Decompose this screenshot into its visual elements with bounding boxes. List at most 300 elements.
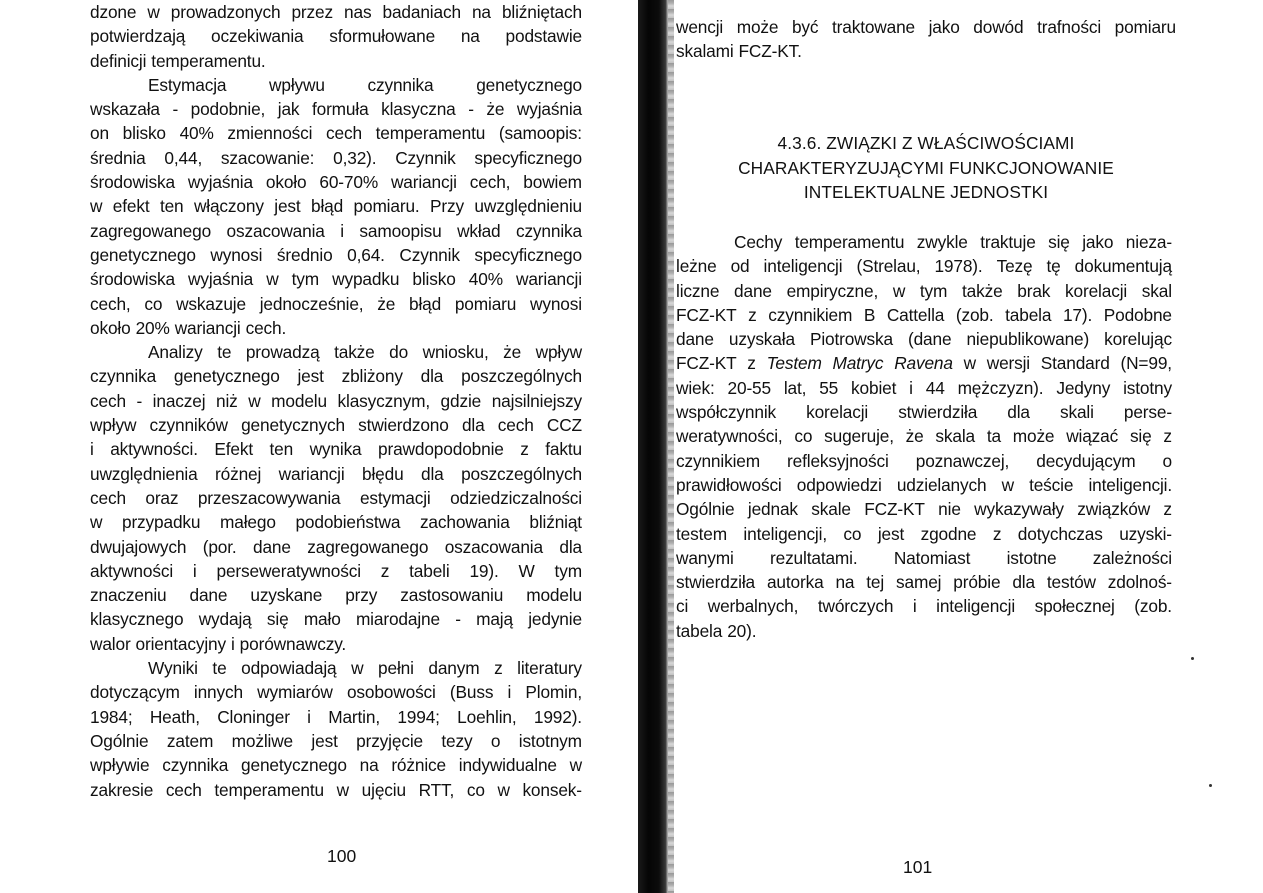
word: zatem: [166, 730, 214, 751]
word: jest: [297, 366, 324, 387]
word: FCZ-KT: [864, 499, 925, 520]
word: inteligencji.: [1088, 474, 1172, 495]
word: wynosi: [530, 293, 582, 314]
text-line: [90, 680, 582, 704]
word: te: [217, 342, 232, 363]
word: inteligencji,: [743, 523, 827, 544]
word: w: [351, 658, 364, 679]
word: jest: [311, 730, 338, 751]
word: (por.: [202, 536, 237, 557]
word: -: [468, 99, 474, 120]
word: -: [455, 609, 461, 630]
text-line: [90, 340, 582, 364]
text-line: [676, 570, 1172, 594]
text-line: [676, 400, 1172, 424]
word: aktywności.: [110, 439, 198, 460]
word: skalami: [676, 41, 734, 62]
word: Martin,: [328, 706, 380, 727]
word: inaczej: [152, 390, 206, 411]
word: oczekiwania: [211, 26, 304, 47]
word: istotne: [1006, 547, 1057, 568]
word: estymacji: [359, 487, 431, 508]
word: z: [748, 304, 757, 325]
word: odpowiadają: [241, 658, 337, 679]
word: aktywności: [90, 560, 174, 581]
word: się: [1129, 426, 1152, 447]
text-line: [676, 15, 1176, 39]
text-line: [90, 194, 582, 218]
word: dane: [676, 329, 714, 350]
word: przy: [345, 585, 378, 606]
word: na: [471, 2, 491, 22]
word: 0,44,: [164, 147, 203, 168]
word: z: [380, 560, 390, 581]
word: związków: [1077, 499, 1151, 520]
word: genetycznego: [476, 74, 582, 95]
text-line: [676, 424, 1172, 448]
word: znaczeniu: [90, 585, 167, 606]
word: ten: [269, 439, 294, 460]
word: jest: [877, 523, 905, 544]
word: faktu: [545, 439, 582, 460]
word: w: [90, 512, 103, 533]
word: w: [569, 755, 582, 776]
word: zgodne: [920, 523, 977, 544]
word: tabela: [1005, 304, 1052, 325]
word: korelacji: [806, 402, 869, 423]
text-line: [90, 583, 582, 607]
word: dane: [189, 585, 228, 606]
word: tezy: [441, 730, 473, 751]
word: tym: [291, 269, 320, 290]
text-line: [90, 49, 582, 73]
word: wyjaśnia: [187, 172, 253, 193]
word: średnia: [90, 147, 146, 168]
text-line: [90, 146, 582, 170]
word: także: [962, 280, 1003, 301]
word: wariancji: [390, 172, 457, 193]
word: podobieństwa: [295, 512, 401, 533]
word: z: [1163, 426, 1172, 447]
word: tabeli: [409, 560, 450, 581]
word: B: [863, 304, 876, 325]
section-heading-line: 4.3.6. ZWIĄZKI Z WŁAŚCIWOŚCIAMI: [777, 133, 1075, 153]
section-heading-line: CHARAKTERYZUJĄCYMI FUNKCJONOWANIE: [738, 157, 1114, 178]
text-line: [90, 778, 582, 802]
word: innych: [193, 682, 243, 703]
word: poszczególnych: [461, 366, 582, 387]
word: wpływie: [90, 755, 150, 776]
text-line: [90, 292, 582, 316]
word: nieza-: [1125, 232, 1172, 252]
text-line: [90, 121, 582, 145]
word: 20%: [135, 317, 170, 338]
word: kobiet: [851, 377, 897, 398]
word: próbie: [953, 572, 1001, 593]
word: perse-: [1123, 402, 1172, 423]
word: wariancji: [516, 269, 582, 290]
word: ujęciu: [361, 779, 406, 800]
word: błędu: [362, 463, 404, 484]
word: włączony: [193, 196, 264, 217]
word: 0,32).: [333, 147, 377, 168]
word: -: [172, 99, 179, 120]
word: że: [905, 426, 924, 447]
word: 1992).: [533, 706, 582, 727]
word: ta: [986, 426, 1001, 447]
word: danym: [428, 658, 480, 679]
word: że: [503, 342, 522, 363]
word: społecznej: [1034, 596, 1115, 617]
text-line: [90, 729, 582, 753]
word: zbliżony: [341, 366, 403, 387]
word: skale: [811, 499, 851, 520]
text-line: [676, 449, 1172, 473]
text-line: [90, 486, 582, 510]
text-line: [90, 316, 582, 340]
word: dotyczącym: [90, 682, 180, 703]
word: (zob.: [955, 304, 994, 325]
word: różnej: [215, 463, 262, 484]
word: jako: [1082, 232, 1114, 252]
word: 19).: [469, 560, 499, 581]
word: stwierdziła: [676, 572, 756, 593]
text-line: [676, 254, 1172, 278]
text-line: [676, 351, 1172, 375]
word: czynnika: [162, 755, 229, 776]
word: specyficznego: [474, 147, 582, 168]
word: nie: [938, 499, 961, 520]
text-line: [90, 267, 582, 291]
word: genetycznych: [241, 415, 345, 436]
word: wynika: [309, 439, 362, 460]
word: prawdopodobnie: [378, 439, 504, 460]
word: uwzględnienia: [90, 463, 198, 484]
text-line: [90, 364, 582, 388]
word: skala: [935, 426, 976, 447]
word: 44: [925, 377, 945, 398]
word: i: [909, 377, 913, 398]
word: bowiem: [523, 172, 582, 193]
word: czynnikiem: [676, 450, 760, 471]
word: genetycznego: [90, 244, 196, 265]
word: klasycznego: [90, 609, 184, 630]
word: cech: [90, 487, 126, 508]
word: Testem: [766, 353, 822, 374]
word: zagregowanego: [307, 536, 429, 557]
text-line: [90, 243, 582, 267]
word: 20).: [727, 620, 757, 641]
text-line: [90, 97, 582, 121]
word: werbalnych,: [707, 596, 799, 617]
word: od: [730, 256, 750, 277]
word: błąd: [311, 196, 344, 217]
word: pomiaru: [1114, 17, 1176, 37]
word: przez: [291, 2, 333, 22]
word: literatury: [517, 658, 582, 679]
text-line: [676, 619, 1172, 643]
word: bliźniąt: [529, 512, 582, 533]
word: porównawczy.: [239, 633, 347, 654]
word: około: [265, 172, 307, 193]
word: mało: [303, 609, 341, 630]
text-line: [676, 546, 1172, 570]
word: zmienności: [227, 123, 313, 144]
word: miarodajne: [355, 609, 440, 630]
text-line: [90, 535, 582, 559]
word: udzielanych: [896, 474, 987, 495]
word: że: [486, 99, 505, 120]
word: (zob.: [1134, 596, 1172, 617]
word: autorka: [766, 572, 824, 593]
word: walor: [90, 633, 131, 654]
text-line: [90, 413, 582, 437]
word: Heath,: [149, 706, 200, 727]
text-line: [90, 510, 582, 534]
word: jednak: [747, 499, 798, 520]
text-line: [676, 39, 1176, 63]
word: genetycznego: [173, 366, 280, 387]
word: mają: [476, 609, 513, 630]
section-heading: [676, 131, 1176, 205]
word: wypadku: [332, 269, 400, 290]
word: blisko: [122, 123, 166, 144]
word: i: [340, 220, 344, 241]
word: (samoopis:: [498, 123, 582, 144]
word: i: [307, 706, 311, 727]
word: jak: [277, 99, 300, 120]
word: małego: [220, 512, 276, 533]
word: 40%: [179, 123, 214, 144]
word: odziedziczalności: [450, 487, 582, 508]
word: najsilniejszy: [491, 390, 582, 411]
word: skali: [1059, 402, 1094, 423]
word: Przy: [430, 196, 464, 217]
word: samoopisu: [359, 220, 442, 241]
word: wpływu: [269, 74, 325, 95]
word: współczynnik: [676, 402, 777, 423]
text-line: [676, 376, 1172, 400]
word: czynnikiem: [768, 304, 853, 325]
word: wanymi: [676, 547, 734, 568]
word: zdolnoś-: [1107, 572, 1172, 593]
word: wiązać: [1066, 426, 1119, 447]
word: z: [494, 658, 503, 679]
page-number-left: 100: [327, 846, 357, 866]
word: szacowanie:: [220, 147, 315, 168]
word: jedynie: [528, 609, 582, 630]
word: Czynnik: [395, 147, 456, 168]
text-line: [676, 497, 1172, 521]
word: korelacji: [1065, 280, 1128, 301]
word: Cechy: [734, 232, 783, 252]
word: prowadzą: [245, 342, 320, 363]
word: temperamentu: [794, 232, 905, 252]
word: wskazuje: [176, 293, 246, 314]
word: oszacowania: [226, 220, 325, 241]
text-line: [90, 0, 582, 24]
word: uwzględnieniu: [474, 196, 582, 217]
word: z: [1163, 499, 1172, 520]
text-line: [676, 594, 1172, 618]
text-line: [90, 705, 582, 729]
word: wyjaśnia: [516, 99, 582, 120]
word: 1994;: [397, 706, 440, 727]
word: FCZ-KT.: [738, 41, 802, 62]
word: dokumentują: [1074, 256, 1172, 277]
word: uzyskała: [728, 329, 795, 350]
word: do: [389, 342, 409, 363]
word: w: [497, 779, 510, 800]
word: (dane: [907, 329, 952, 350]
word: prowadzonych: [170, 2, 281, 22]
word: zależności: [1092, 547, 1172, 568]
word: wyjaśnia: [188, 269, 254, 290]
word: temperamentu.: [151, 50, 266, 71]
word: Matryc: [832, 353, 884, 374]
word: wymiarów: [257, 682, 333, 703]
word: (Strelau,: [856, 256, 921, 277]
book-spine-shadow: [638, 0, 668, 893]
word: poznawczej,: [915, 450, 1010, 471]
word: inteligencji: [936, 596, 1016, 617]
word: środowiska: [90, 172, 175, 193]
text-line: [90, 389, 582, 413]
word: w: [266, 269, 279, 290]
word: co: [794, 426, 813, 447]
word: średnio: [276, 244, 333, 265]
word: Loehlin,: [457, 706, 517, 727]
word: przeszacowywania: [197, 487, 341, 508]
word: Cattella: [886, 304, 945, 325]
word: tym: [554, 560, 582, 581]
word: cech: [497, 415, 534, 436]
word: genetycznego: [241, 755, 347, 776]
word: 1978).: [934, 256, 983, 277]
word: wydają: [198, 609, 252, 630]
word: cech,: [90, 293, 131, 314]
word: (N=99,: [1120, 353, 1172, 374]
word: zastosowaniu: [400, 585, 504, 606]
word: liczne: [676, 280, 720, 301]
word: w: [963, 353, 976, 374]
word: w: [336, 779, 350, 800]
word: odpowiedzi: [796, 474, 882, 495]
word: dane: [252, 536, 291, 557]
word: jako: [928, 17, 960, 37]
word: empiryczne,: [786, 280, 879, 301]
word: Analizy: [148, 342, 203, 363]
word: wencji: [676, 17, 724, 37]
scan-speck: [1209, 784, 1212, 787]
word: 55: [819, 377, 839, 398]
word: błąd: [408, 293, 442, 314]
text-line: [90, 753, 582, 777]
word: wkład: [457, 220, 501, 241]
word: modelu: [271, 390, 327, 411]
word: co: [144, 293, 163, 314]
word: osobowości: [346, 682, 436, 703]
word: stwierdzono: [358, 415, 449, 436]
word: o: [490, 730, 501, 751]
word: traktowane: [831, 17, 916, 37]
word: specyficznego: [474, 244, 582, 265]
word: Piotrowska: [809, 329, 893, 350]
word: dowód: [973, 17, 1024, 37]
text-line: [676, 473, 1172, 497]
word: korelując: [1104, 329, 1172, 350]
word: i: [912, 596, 917, 617]
word: Ogólnie: [676, 499, 735, 520]
word: dla: [559, 536, 582, 557]
word: leżne: [676, 256, 717, 277]
word: pomiaru: [454, 293, 517, 314]
word: wpływ: [535, 342, 582, 363]
word: może: [1012, 426, 1055, 447]
word: rezultatami.: [770, 547, 858, 568]
word: na: [460, 26, 480, 47]
text-line: [90, 170, 582, 194]
word: stwierdziła: [898, 402, 978, 423]
word: mężczyzn).: [957, 377, 1044, 398]
word: testów: [1046, 572, 1096, 593]
text-line: [676, 230, 1172, 254]
text-line: [676, 327, 1172, 351]
word: (Buss: [449, 682, 494, 703]
word: dane: [734, 280, 772, 301]
word: oszacowania: [444, 536, 543, 557]
word: tabela: [676, 620, 723, 641]
word: pełni: [378, 658, 414, 679]
word: Podobne: [1103, 304, 1172, 325]
text-line: [676, 303, 1172, 327]
word: cech: [165, 779, 202, 800]
word: decydującym: [1036, 450, 1136, 471]
word: przypadku: [121, 512, 201, 533]
word: orientacyjny: [135, 633, 226, 654]
page-number-right: 101: [903, 857, 933, 877]
word: podobnie,: [190, 99, 266, 120]
word: efekt: [112, 196, 150, 217]
word: wynosi: [210, 244, 263, 265]
right-page: [668, 0, 1263, 893]
word: Tezę: [996, 256, 1033, 277]
word: wpływ: [90, 415, 137, 436]
word: te: [212, 658, 227, 679]
word: Natomiast: [893, 547, 971, 568]
word: Wyniki: [148, 658, 198, 679]
word: czynnika: [90, 366, 157, 387]
word: być: [791, 17, 819, 37]
text-line: [90, 559, 582, 583]
word: w: [147, 2, 160, 22]
word: samej: [896, 572, 942, 593]
word: sugeruje,: [824, 426, 894, 447]
word: niż: [216, 390, 238, 411]
word: wersji: [986, 353, 1030, 374]
word: co: [843, 523, 862, 544]
word: w: [892, 280, 906, 301]
word: Standard: [1040, 353, 1110, 374]
word: cech: [326, 123, 362, 144]
text-line: [90, 462, 582, 486]
word: tym: [919, 280, 948, 301]
word: wariancji: [174, 317, 241, 338]
word: testem: [676, 523, 727, 544]
word: 60-70%: [319, 172, 379, 193]
word: sformułowane: [329, 26, 436, 47]
word: weratywności,: [676, 426, 783, 447]
